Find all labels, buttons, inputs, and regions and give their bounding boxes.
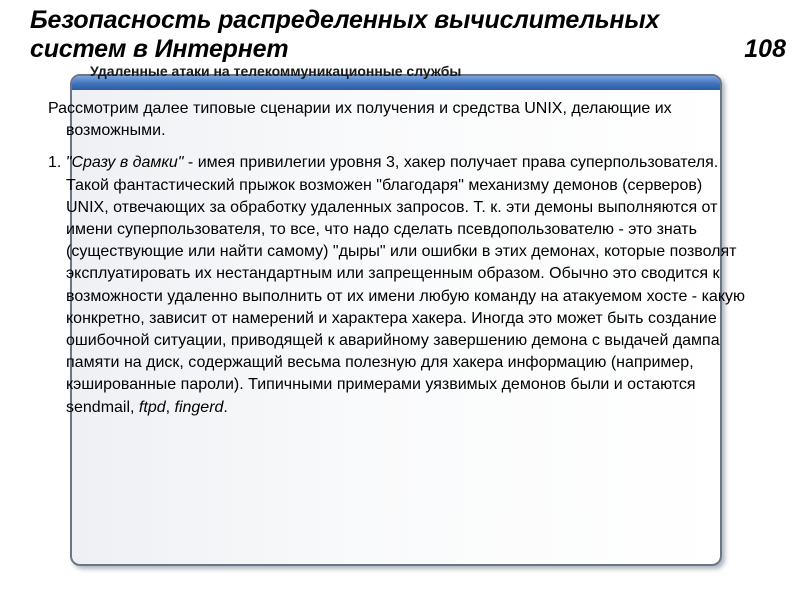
- example-ftpd: ftpd: [138, 398, 166, 416]
- example-fingerd: fingerd: [174, 398, 224, 416]
- item-end: .: [223, 398, 228, 416]
- panel-subtitle: Удаленные атаки на телекоммуникационные службы: [90, 63, 462, 79]
- example-separator: ,: [165, 398, 175, 416]
- slide-number: 108: [744, 35, 786, 63]
- item-lead: "Сразу в дамки": [65, 154, 184, 172]
- list-item: [48, 152, 748, 418]
- item-body: - имея привилегии уровня 3, хакер получает права суперпользователя. Такой фантастический прыжок возможен "благодаря" механизму демонов (серверов) UNIX, отвечающих за обработку удаленных запросов. Т. к. эти демоны выполняются от имени суперпользователя, то все, что надо сделать псевдопользователю - это знать (существующие или найти самому) "дыры" или ошибки в этих демонах, которые позволят эксплуатировать их нестандартным или запрещенным образом. Обычно это сводится к возможности удаленно выполнить от их имени любую команду на атакуемом хосте - какую конкретно, зависит от намерений и характера хакера. Иногда это может быть создание ошибочной ситуации, приводящей к аварийному завершению демона с выдачей дампа памяти на диск, содержащий весьма полезную для хакера информацию (например, кэшированные пароли). Типичными примерами уязвимых демонов были и остаются sendmail,: [66, 154, 745, 416]
- intro-paragraph: Рассмотрим далее типовые сценарии их получения и средства UNIX, делающие их возможными.: [48, 100, 672, 140]
- slide-title: Безопасность распределенных вычислительных систем в Интернет: [30, 6, 660, 63]
- list-marker: 1.: [48, 154, 66, 172]
- slide-body: [48, 98, 748, 419]
